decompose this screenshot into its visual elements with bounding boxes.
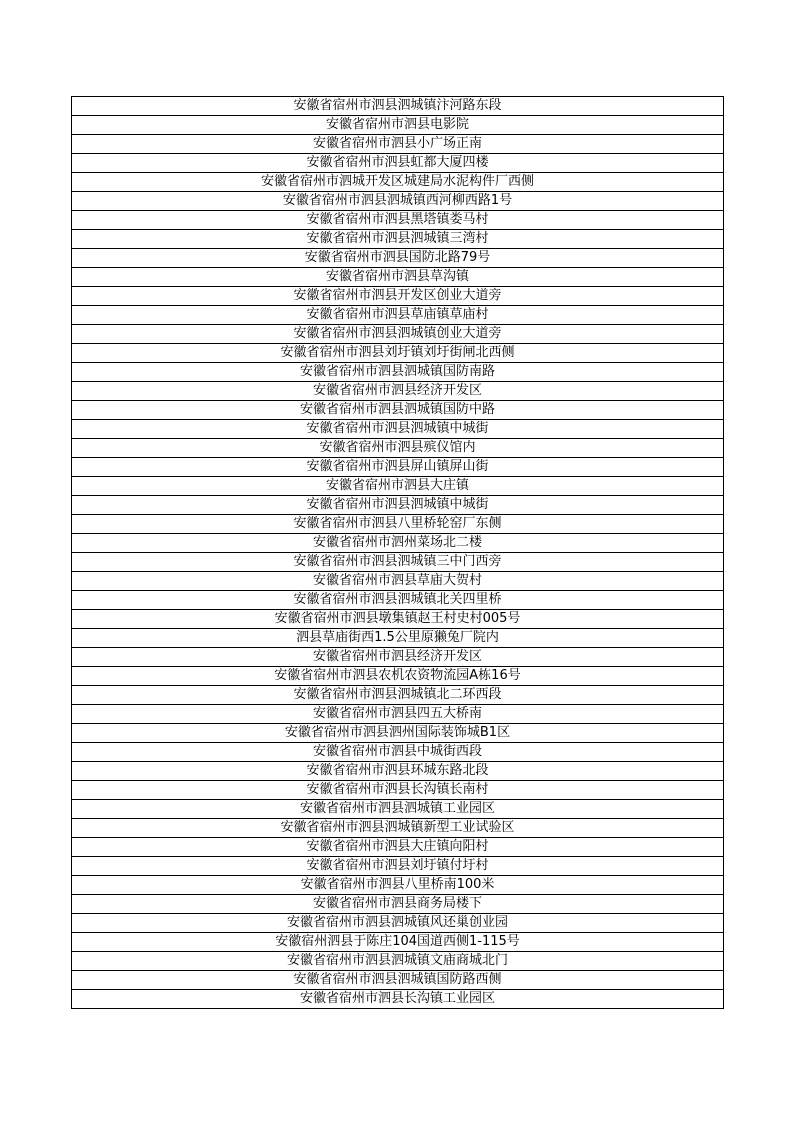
table-row: 安徽省宿州市泗县小广场正南 (72, 135, 723, 154)
table-row: 安徽省宿州市泗县屏山镇屏山街 (72, 458, 723, 477)
table-row: 安徽省宿州市泗县泗城镇风还巢创业园 (72, 914, 723, 933)
table-row: 安徽省宿州市泗县草沟镇 (72, 268, 723, 287)
table-row: 安徽省宿州市泗县泗城镇国防南路 (72, 363, 723, 382)
table-row: 安徽省宿州市泗县四五大桥南 (72, 705, 723, 724)
table-row: 安徽省宿州市泗县殡仪馆内 (72, 439, 723, 458)
table-row: 安徽省宿州市泗县长沟镇长南村 (72, 781, 723, 800)
table-row: 安徽省宿州市泗县泗城镇国防路西侧 (72, 971, 723, 990)
table-row: 安徽省宿州市泗县电影院 (72, 116, 723, 135)
table-row: 安徽省宿州市泗县墩集镇赵王村史村005号 (72, 610, 723, 629)
table-row: 安徽省宿州市泗县商务局楼下 (72, 895, 723, 914)
table-row: 安徽省宿州市泗县泗城镇文庙商城北门 (72, 952, 723, 971)
table-row: 安徽省宿州市泗县八里桥南100米 (72, 876, 723, 895)
table-row: 安徽省宿州市泗县草庙大贺村 (72, 572, 723, 591)
table-row: 安徽省宿州市泗县大庄镇向阳村 (72, 838, 723, 857)
table-row: 安徽省宿州市泗城开发区城建局水泥构件厂西侧 (72, 173, 723, 192)
table-row: 安徽省宿州市泗县泗城镇工业园区 (72, 800, 723, 819)
table-row: 安徽省宿州市泗县中城街西段 (72, 743, 723, 762)
table-row: 安徽省宿州市泗县刘圩镇付圩村 (72, 857, 723, 876)
table-row: 安徽省宿州市泗县开发区创业大道旁 (72, 287, 723, 306)
table-row: 安徽省宿州市泗县泗城镇中城街 (72, 420, 723, 439)
table-row: 安徽省宿州市泗县农机农资物流园A栋16号 (72, 667, 723, 686)
table-row: 安徽省宿州市泗县国防北路79号 (72, 249, 723, 268)
table-row: 安徽省宿州市泗县泗城镇创业大道旁 (72, 325, 723, 344)
table-row: 安徽省宿州市泗县泗城镇西河柳西路1号 (72, 192, 723, 211)
table-row: 安徽省宿州市泗县草庙镇草庙村 (72, 306, 723, 325)
table-row: 安徽省宿州市泗县环城东路北段 (72, 762, 723, 781)
table-row: 安徽省宿州市泗县经济开发区 (72, 648, 723, 667)
table-row: 安徽省宿州市泗县泗城镇北关四里桥 (72, 591, 723, 610)
table-row: 安徽省宿州市泗县泗城镇三湾村 (72, 230, 723, 249)
table-row: 安徽省宿州市泗县泗州国际装饰城B1区 (72, 724, 723, 743)
table-row: 安徽省宿州市泗县经济开发区 (72, 382, 723, 401)
table-row: 安徽省宿州市泗县泗城镇中城街 (72, 496, 723, 515)
address-table (71, 96, 724, 1009)
table-row: 安徽省宿州市泗县泗城镇新型工业试验区 (72, 819, 723, 838)
table-row: 安徽省宿州市泗县虹都大厦四楼 (72, 154, 723, 173)
table-row: 安徽省宿州市泗县泗城镇三中门西旁 (72, 553, 723, 572)
table-row: 安徽宿州泗县于陈庄104国道西侧1-115号 (72, 933, 723, 952)
table-row: 安徽省宿州市泗县长沟镇工业园区 (72, 990, 723, 1009)
table-row: 安徽省宿州市泗州菜场北二楼 (72, 534, 723, 553)
table-row: 安徽省宿州市泗县刘圩镇刘圩街闸北西侧 (72, 344, 723, 363)
table-row: 安徽省宿州市泗县泗城镇国防中路 (72, 401, 723, 420)
table-row: 安徽省宿州市泗县泗城镇汴河路东段 (72, 97, 723, 116)
table-row: 安徽省宿州市泗县八里桥轮窑厂东侧 (72, 515, 723, 534)
table-row: 安徽省宿州市泗县泗城镇北二环西段 (72, 686, 723, 705)
table-row: 安徽省宿州市泗县黑塔镇娄马村 (72, 211, 723, 230)
table-row: 安徽省宿州市泗县大庄镇 (72, 477, 723, 496)
table-row: 泗县草庙街西1.5公里原獭兔厂院内 (72, 629, 723, 648)
